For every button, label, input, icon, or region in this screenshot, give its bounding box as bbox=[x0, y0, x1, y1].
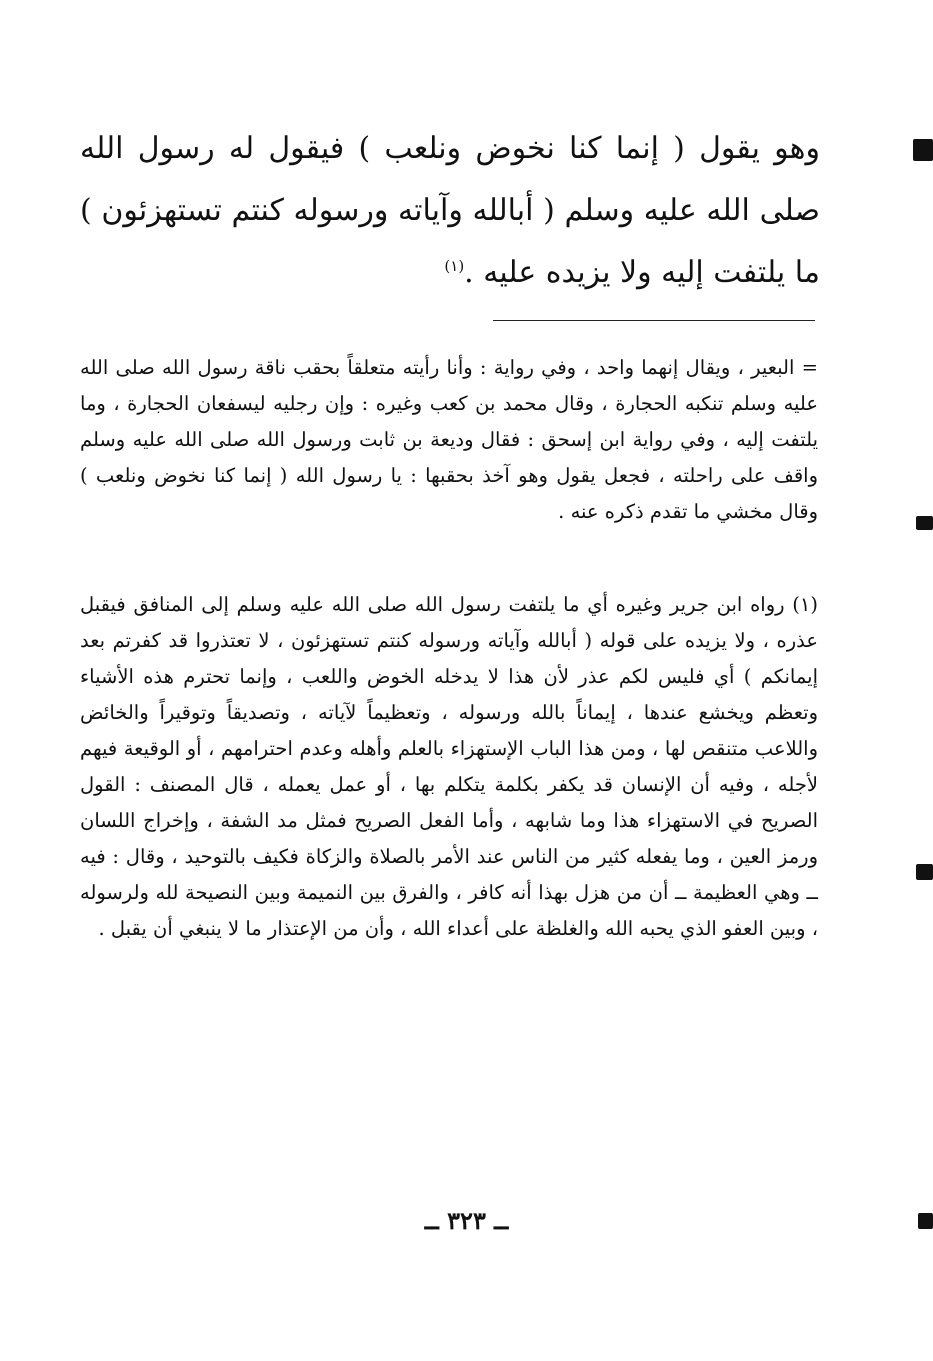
footnote-continuation bbox=[80, 350, 818, 530]
edge-mark bbox=[916, 516, 933, 530]
footnote-1-text: (١) رواه ابن جرير وغيره أي ما يلتفت رسول الله صلى الله عليه وسلم إلى المنافق فيقبل عذره ، ولا يزيده على قوله ( أبالله وآياته ورسوله كنتم تستهزئون ، لا تعتذروا قد كفرتم بعد إيمانكم ) أي فليس لكم عذر لأن هذا لا يدخله الخوض واللعب ، وإنما تحترم هذه الأشياء وتعظم ويخشع عندها ، إيماناً بالله ورسوله ، وتعظيماً لآياته ، وتصديقاً وتوقيراً والخائض واللاعب متنقص لها ، ومن هذا الباب الإستهزاء بالعلم وأهله وعدم احترامهم ، أو الوقيعة فيهم لأجله ، وفيه أن الإنسان قد يكفر بكلمة يتكلم بها ، أو عمل يعمله ، قال المصنف : القول الصريح في الاستهزاء هذا وما شابهه ، وأما الفعل الصريح فمثل مد الشفة ، وإخراج اللسان ورمز العين ، وما يفعله كثير من الناس عند الأمر بالصلاة والزكاة فكيف بالتوحيد ، وقال : فيه ــ وهي العظيمة ــ أن من هزل بهذا أنه كافر ، والفرق بين النميمة وبين النصيحة لله ولرسوله ، وبين العفو الذي يحبه الله والغلظة على أعداء الله ، وأن من الإعتذار ما لا ينبغي أن يقبل . bbox=[80, 593, 818, 940]
edge-mark bbox=[916, 864, 933, 880]
main-paragraph-text: وهو يقول ( إنما كنا نخوض ونلعب ) فيقول له رسول الله صلى الله عليه وسلم ( أبالله وآياته ورسوله كنتم تستهزئون ) ما يلتفت إليه ولا يزيده عليه . bbox=[80, 131, 820, 290]
main-text-block bbox=[80, 118, 820, 304]
footnote-marker: (١) bbox=[444, 257, 465, 275]
main-paragraph bbox=[80, 118, 820, 304]
edge-mark bbox=[918, 1213, 933, 1229]
page-number: ــ ٣٢٣ ــ bbox=[424, 1206, 509, 1235]
footnote-divider bbox=[493, 320, 815, 321]
footnote-continuation-text: = البعير ، ويقال إنهما واحد ، وفي رواية : وأنا رأيته متعلقاً بحقب ناقة رسول الله صلى الله عليه وسلم تنكبه الحجارة ، وقال محمد بن كعب وغيره : وإن رجليه ليسفعان الحجارة ، وما يلتفت إليه ، وفي رواية ابن إسحق : فقال وديعة بن ثابت ورسول الله صلى الله عليه وسلم واقف على راحلته ، فجعل يقول وهو آخذ بحقبها : يا رسول الله ( إنما كنا نخوض ونلعب ) وقال مخشي ما تقدم ذكره عنه . bbox=[80, 356, 818, 523]
edge-mark bbox=[913, 139, 933, 161]
footnote-1 bbox=[80, 587, 818, 947]
